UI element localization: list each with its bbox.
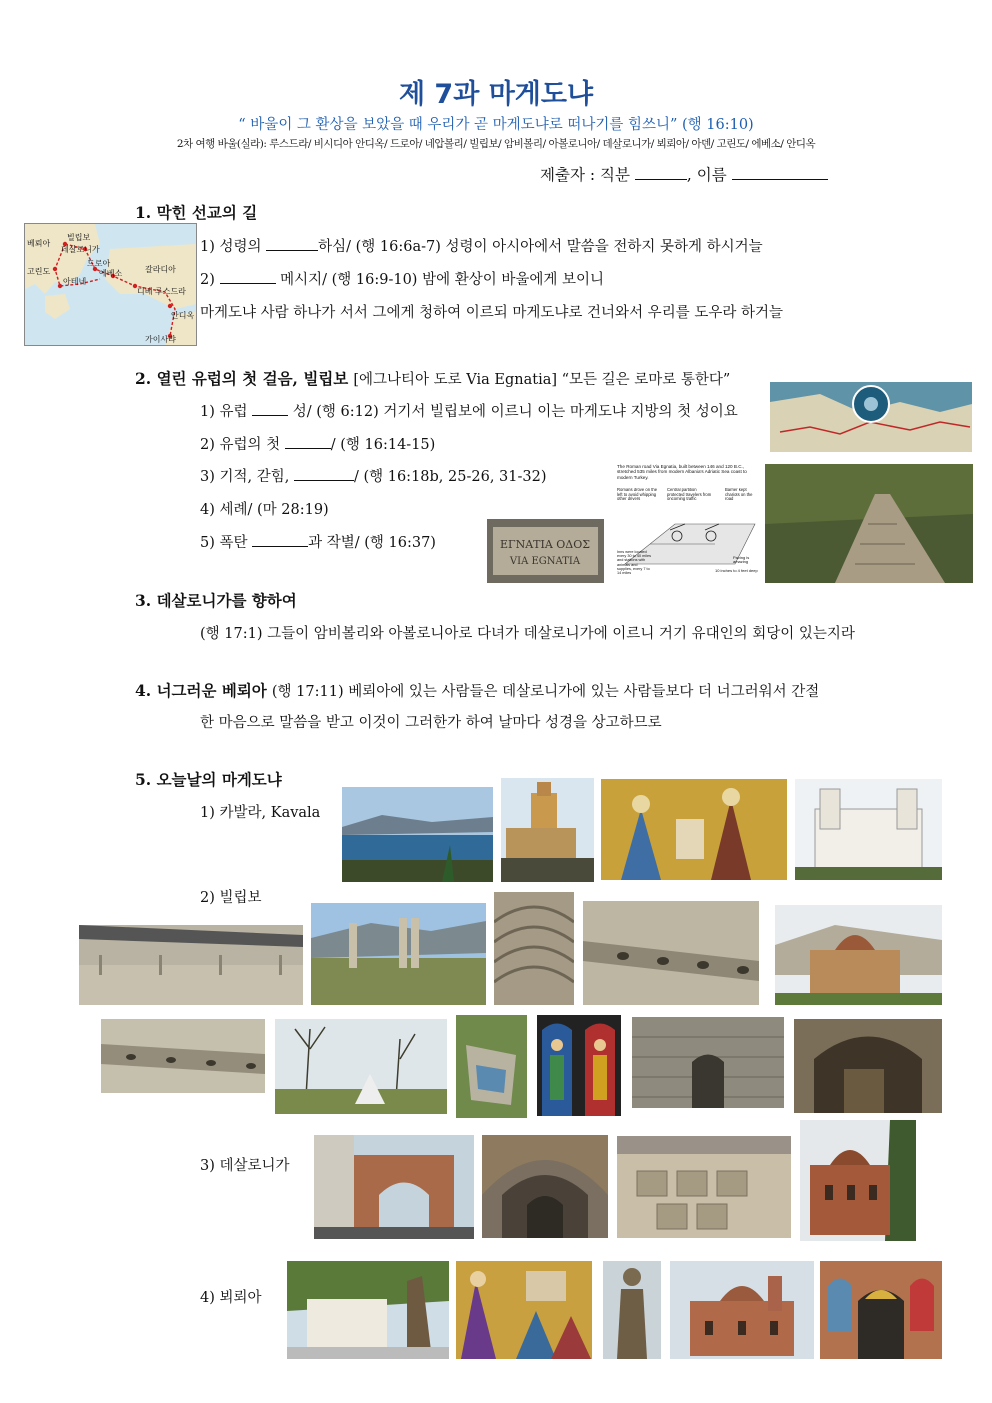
s2-blank-3[interactable] [294,466,354,481]
map-label: 데살로니가 [61,245,100,254]
diagram-note: Paving is amazing [733,556,750,565]
thessalonica-label: 3) 데살로니가 [200,1158,290,1174]
s1-line-2-start: 2) [200,272,215,288]
philippi-crypt-photo [794,1019,942,1113]
s1-line-1 [200,235,763,256]
berea-monument-photo [287,1261,449,1359]
s2-line-3-end: / (행 16:18b, 25-26, 31-32) [353,469,547,485]
journey-map [24,223,197,346]
section-5-heading: 5. 오늘날의 마게도냐 [135,770,282,789]
s1-line-3: 마게도냐 사람 하나가 서서 그에게 청하여 이르되 마게도냐로 건너와서 우리를 도우라 하거늘 [200,305,783,321]
s2-line-2-end: / (행 16:14-15) [330,437,436,453]
s2-line-5-end: 과 작별/ (행 16:37) [308,535,436,551]
berea-church-door-photo [820,1261,942,1359]
diagram-note: Inns were located every 30 to 40 miles and stations with animals and supplies, every 7 to 14 miles [617,550,651,575]
philippi-stained-glass-photo [537,1015,621,1116]
philippi-columns-photo [311,903,486,1005]
journey-route: 2차 여행 바울(실라): 루스드라/ 비시디아 안디옥/ 드로아/ 네압볼리/ 빌립보/ 암비볼리/ 아볼로니아/ 데살로니가/ 뵈뢰아/ 아덴/ 고린도/ 에베소/ 안디옥 [176,138,816,150]
s2-line-5-start: 5) 폭탄 [200,535,248,551]
s2-line-3-start: 3) 기적, 갇힘, [200,469,290,485]
s2-line-1-end: 성/ (행 6:12) 거기서 빌립보에 이르니 이는 마게도냐 지방의 첫 성이요 [292,404,738,420]
philippi-theater-photo [494,892,574,1005]
egnatia-stone-photo [487,519,604,583]
s1-line-1-start: 1) 성령의 [200,239,262,255]
map-label: 빌립보 [67,233,91,242]
submitter-line [540,163,828,185]
s2-line-2-start: 2) 유럽의 첫 [200,437,281,453]
map-label: 안디옥 [171,311,195,320]
philippi-latrines-photo-2 [101,1019,265,1093]
philippi-river-shrine-photo [275,1019,447,1114]
berea-label: 4) 뵈뢰아 [200,1290,262,1306]
kavala-mosaic-photo [601,779,787,880]
diagram-note: Central partition protected travelers from oncoming traffic [667,488,712,502]
section-2-subtitle: [에그나티아 도로 Via Egnatia] “모든 길은 로마로 통한다” [353,372,731,388]
s2-line-1-start: 1) 유럽 [200,404,248,420]
section-2-title: 2. 열린 유럽의 첫 걸음, 빌립보 [135,369,349,388]
s2-line-1 [200,400,738,421]
map-label: 에베소 [99,269,123,278]
thessalonica-church-photo [800,1120,916,1241]
s2-blank-1[interactable] [252,401,288,416]
kavala-harbor-photo [342,787,493,882]
section-3-heading: 3. 데살로니가를 향하여 [135,591,297,610]
s1-blank-2[interactable] [220,269,276,284]
diagram-note: Barrier kept chariots on the road [725,488,753,502]
philippi-label: 2) 빌립보 [200,890,262,906]
name-label: , 이름 [686,166,727,184]
key-verse: “ 바울이 그 환상을 보았을 때 우리가 곧 마게도냐로 떠나기를 힘쓰니” (행 16:10) [238,117,754,133]
via-egnatia-map [770,382,972,452]
s2-line-2 [200,433,435,454]
philippi-basilica-ruins-photo [79,925,303,1005]
stone-line-2: VIA EGNATIA [509,556,581,567]
diagram-note: Romans drove on the left to avoid whipping other drivers [617,488,658,502]
berea-paul-statue-photo [603,1261,661,1359]
s1-blank-1[interactable] [266,236,318,251]
section-4-line-1 [135,679,819,701]
map-label: 드로아 [87,259,111,268]
philippi-lydia-church-photo [775,905,942,1005]
page-title: 제 7과 마게도냐 [398,79,594,110]
philippi-latrines-photo [583,901,759,1005]
s1-line-1-end: 하심/ (행 16:6a-7) 성령이 아시아에서 말씀을 전하지 못하게 하시거늘 [318,239,763,255]
map-label: 디베 루스드라 [137,287,186,296]
s1-line-2 [200,268,604,289]
thessalonica-agora-photo [617,1136,791,1238]
thessalonica-arcade-photo [482,1135,608,1238]
kavala-cathedral-photo [795,779,942,880]
map-label: 갈라디아 [145,265,176,274]
map-label: 아테네 [63,277,87,286]
submitter-label: 제출자 : 직분 [540,166,630,184]
section-2-heading [135,367,730,389]
position-blank[interactable] [635,165,687,180]
berea-church-photo [670,1261,814,1359]
diagram-note: 10 inches to 4 feet deep [715,569,758,573]
philippi-prison-photo [632,1017,784,1108]
thessalonica-arch-photo [314,1135,474,1239]
kavala-church-tower-photo [501,778,594,882]
berea-mosaic-photo [456,1261,592,1359]
s4-text-2: 한 마음으로 말씀을 받고 이것이 그러한가 하여 날마다 성경을 상고하므로 [200,715,662,731]
s3-text: (행 17:1) 그들이 암비볼리와 아볼로니아로 다녀가 데살로니가에 이르니 거기 유대인의 회당이 있는지라 [200,626,855,642]
roman-road-photo [765,464,973,583]
s2-blank-5[interactable] [252,532,308,547]
s1-line-2-end: 메시지/ (행 16:9-10) 밤에 환상이 바울에게 보이니 [280,272,604,288]
s4-text-1: (행 17:11) 베뢰아에 있는 사람들은 데살로니가에 있는 사람들보다 더 너그러워서 간절 [271,684,820,700]
s2-blank-2[interactable] [285,434,331,449]
s2-line-4: 4) 세례/ (마 28:19) [200,502,329,518]
section-1-heading: 1. 막힌 선교의 길 [135,203,258,222]
diagram-title: The Roman road Via Egnatia, built between 146 and 120 B.C., stretched 535 miles from modern Albania's Adriatic Sea coast to modern Turkey. [617,464,747,480]
map-label: 고린도 [27,267,51,276]
section-4-heading: 4. 너그러운 베뢰아 [135,681,267,700]
s2-line-5 [200,531,436,552]
map-label: 베뢰아 [27,239,51,248]
name-blank[interactable] [732,165,828,180]
map-label: 가이사랴 [145,335,176,344]
s2-line-3 [200,465,547,486]
roman-road-diagram [615,464,761,583]
kavala-label: 1) 카발라, Kavala [200,805,321,821]
philippi-baptistery-photo [456,1015,527,1118]
stone-line-1: ΕΓΝΑΤΙΑ ΟΔΟΣ [499,538,591,551]
